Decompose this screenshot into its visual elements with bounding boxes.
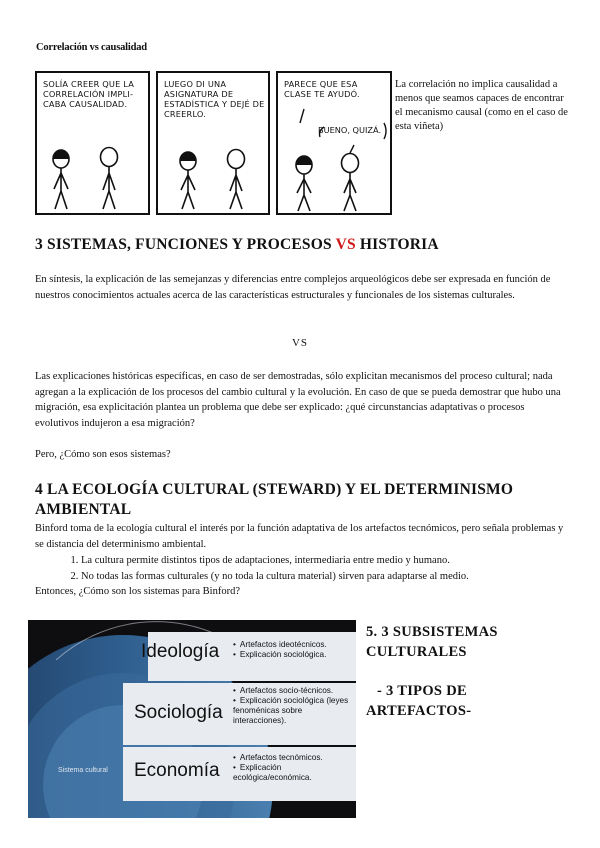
section-4-paragraph-1: Binford toma de la ecología cultural el interés por la función adaptativa de los artefactos tecnómicos, pero señala problemas y se distancia del determinismo ambiental. (35, 523, 564, 550)
section-3-paragraph-1: En síntesis, la explicación de las semejanzas y diferencias entre complejos arqueológicos debe ser expresada en función de nuestros conocimientos actuales acerca de las características estructurales y funcionales de los sistemas culturales. (35, 274, 551, 301)
layer-ideologia-bullets (233, 640, 353, 660)
list-item: • Artefactos ideotécnicos. (233, 640, 353, 650)
section-3-paragraph-3: Pero, ¿Cómo son esos sistemas? (35, 449, 171, 460)
list-item: • Explicación sociológica (leyes fenoménicas sobre interacciones). (233, 696, 353, 726)
comic-panel-1 (35, 71, 150, 215)
section-3-heading-vs: VS (335, 236, 356, 253)
section-5-heading-line-1: 5. 3 SUBSISTEMAS (366, 624, 498, 640)
layer-sociologia-bullets (233, 686, 353, 726)
list-item: • Artefactos tecnómicos. (233, 753, 353, 763)
comic-panel-2 (156, 71, 270, 215)
comic-panel-3-caption: PARECE QUE ESA CLASE TE AYUDÓ. (284, 79, 360, 99)
list-item: 2. No todas las formas culturales (y no toda la cultura material) sirven para adaptarse al medio. (81, 569, 565, 585)
list-item: 1. La cultura permite distintos tipos de adaptaciones, intermediaria entre medio y humano. (81, 553, 565, 569)
section-3-heading-a: 3 SISTEMAS, FUNCIONES Y PROCESOS (35, 236, 336, 253)
section-4-heading: 4 LA ECOLOGÍA CULTURAL (STEWARD) Y EL DETERMINISMO AMBIENTAL (35, 481, 514, 518)
section-5-sub-line-2: ARTEFACTOS- (366, 703, 472, 719)
list-item: • Explicación ecológica/económica. (233, 763, 353, 783)
vs-separator: VS (291, 337, 309, 349)
list-item: • Explicación sociológica. (233, 650, 353, 660)
list-item: • Artefactos socio-técnicos. (233, 686, 353, 696)
comic-note: La correlación no implica causalidad a menos que seamos capaces de encontrar el mecanismo causal (como en el caso de esta viñeta) (395, 79, 568, 132)
comic-strip (35, 71, 392, 215)
comic-title: Correlación vs causalidad (36, 42, 147, 53)
stick-figures-3 (278, 73, 394, 217)
section-4-list (35, 553, 565, 584)
stick-figures-1 (37, 73, 152, 217)
stick-figures-2 (158, 73, 272, 217)
section-3-paragraph-2: Las explicaciones históricas específicas, en caso de ser demostradas, sólo explicitan mecanismos del proceso cultural; nada agregan a la explicación de los procesos del cambio cultural y la evolución. En caso de que se pueda demostrar que hubo una migración, esa explicitación plantea un problema que debe ser explicado: ¿qué circunstancias adaptativas o procesos evolutivos indujeron a esa migración? (35, 371, 561, 429)
comic-panel-2-caption: LUEGO DI UNA ASIGNATURA DE ESTADÍSTICA Y DEJÉ DE CREERLO. (164, 79, 265, 119)
layer-sociologia-label: Sociología (134, 702, 223, 723)
layer-economia-label: Economía (134, 760, 220, 781)
comic-panel-3-reply: BUENO, QUIZÁ. (318, 125, 382, 135)
layer-economia-bullets (233, 753, 353, 783)
section-4-paragraph-2: Entonces, ¿Cómo son los sistemas para Binford? (35, 586, 241, 597)
comic-panel-3 (276, 71, 392, 215)
comic-panel-1-caption: SOLÍA CREER QUE LA CORRELACIÓN IMPLI- CABA CAUSALIDAD. (43, 79, 135, 109)
section-5-heading-line-2: CULTURALES (366, 644, 467, 660)
layer-ideologia-label: Ideología (141, 641, 220, 662)
section-3-heading-b: HISTORIA (355, 236, 439, 253)
section-3-heading (35, 236, 439, 254)
system-label: Sistema cultural (58, 767, 108, 774)
section-5-sub-line-1: - 3 TIPOS DE (377, 683, 467, 699)
cultural-system-diagram (28, 620, 356, 818)
